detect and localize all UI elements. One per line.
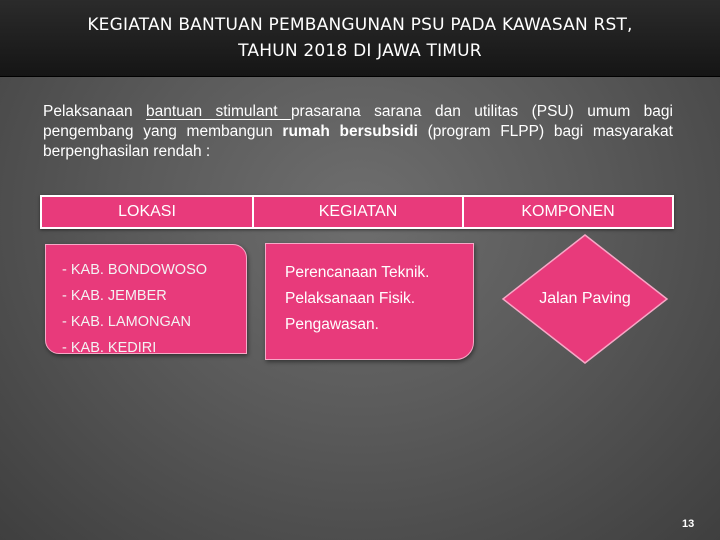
lokasi-item: - KAB. BONDOWOSO [62,262,208,278]
title-bar [0,0,720,77]
kegiatan-item: Perencanaan Teknik. [285,264,430,281]
komponen-diamond [501,233,669,365]
intro-underlined-text: bantuan stimulant [146,103,291,120]
kegiatan-item: Pengawasan. [285,316,379,333]
table-header-band [40,195,674,229]
intro-bold-text: rumah bersubsidi [282,123,418,140]
kegiatan-box [265,243,474,360]
header-komponen: KOMPONEN [521,203,615,220]
header-kegiatan: KEGIATAN [318,203,398,220]
lokasi-box [45,244,247,354]
lokasi-item: - KAB. KEDIRI [62,340,157,356]
intro-text-2: prasarana sarana dan utilitas (PSU) umum bagi pengembang yang membangun [43,103,673,140]
intro-text-1: Pelaksanaan [43,103,147,120]
page-number: 13 [682,518,695,530]
kegiatan-item: Pelaksanaan Fisik. [285,290,416,307]
komponen-label: Jalan Paving [539,290,631,307]
lokasi-item: - KAB. LAMONGAN [62,314,191,330]
slide-title-line-2: TAHUN 2018 DI JAWA TIMUR [238,41,482,61]
slide-title-line-1: KEGIATAN BANTUAN PEMBANGUNAN PSU PADA KAWASAN RST, [87,15,633,35]
intro-text-3: (program FLPP) bagi masyarakat berpenghasilan rendah : [43,123,673,160]
header-lokasi: LOKASI [118,203,176,220]
intro-paragraph [43,102,673,162]
lokasi-item: - KAB. JEMBER [62,288,167,304]
